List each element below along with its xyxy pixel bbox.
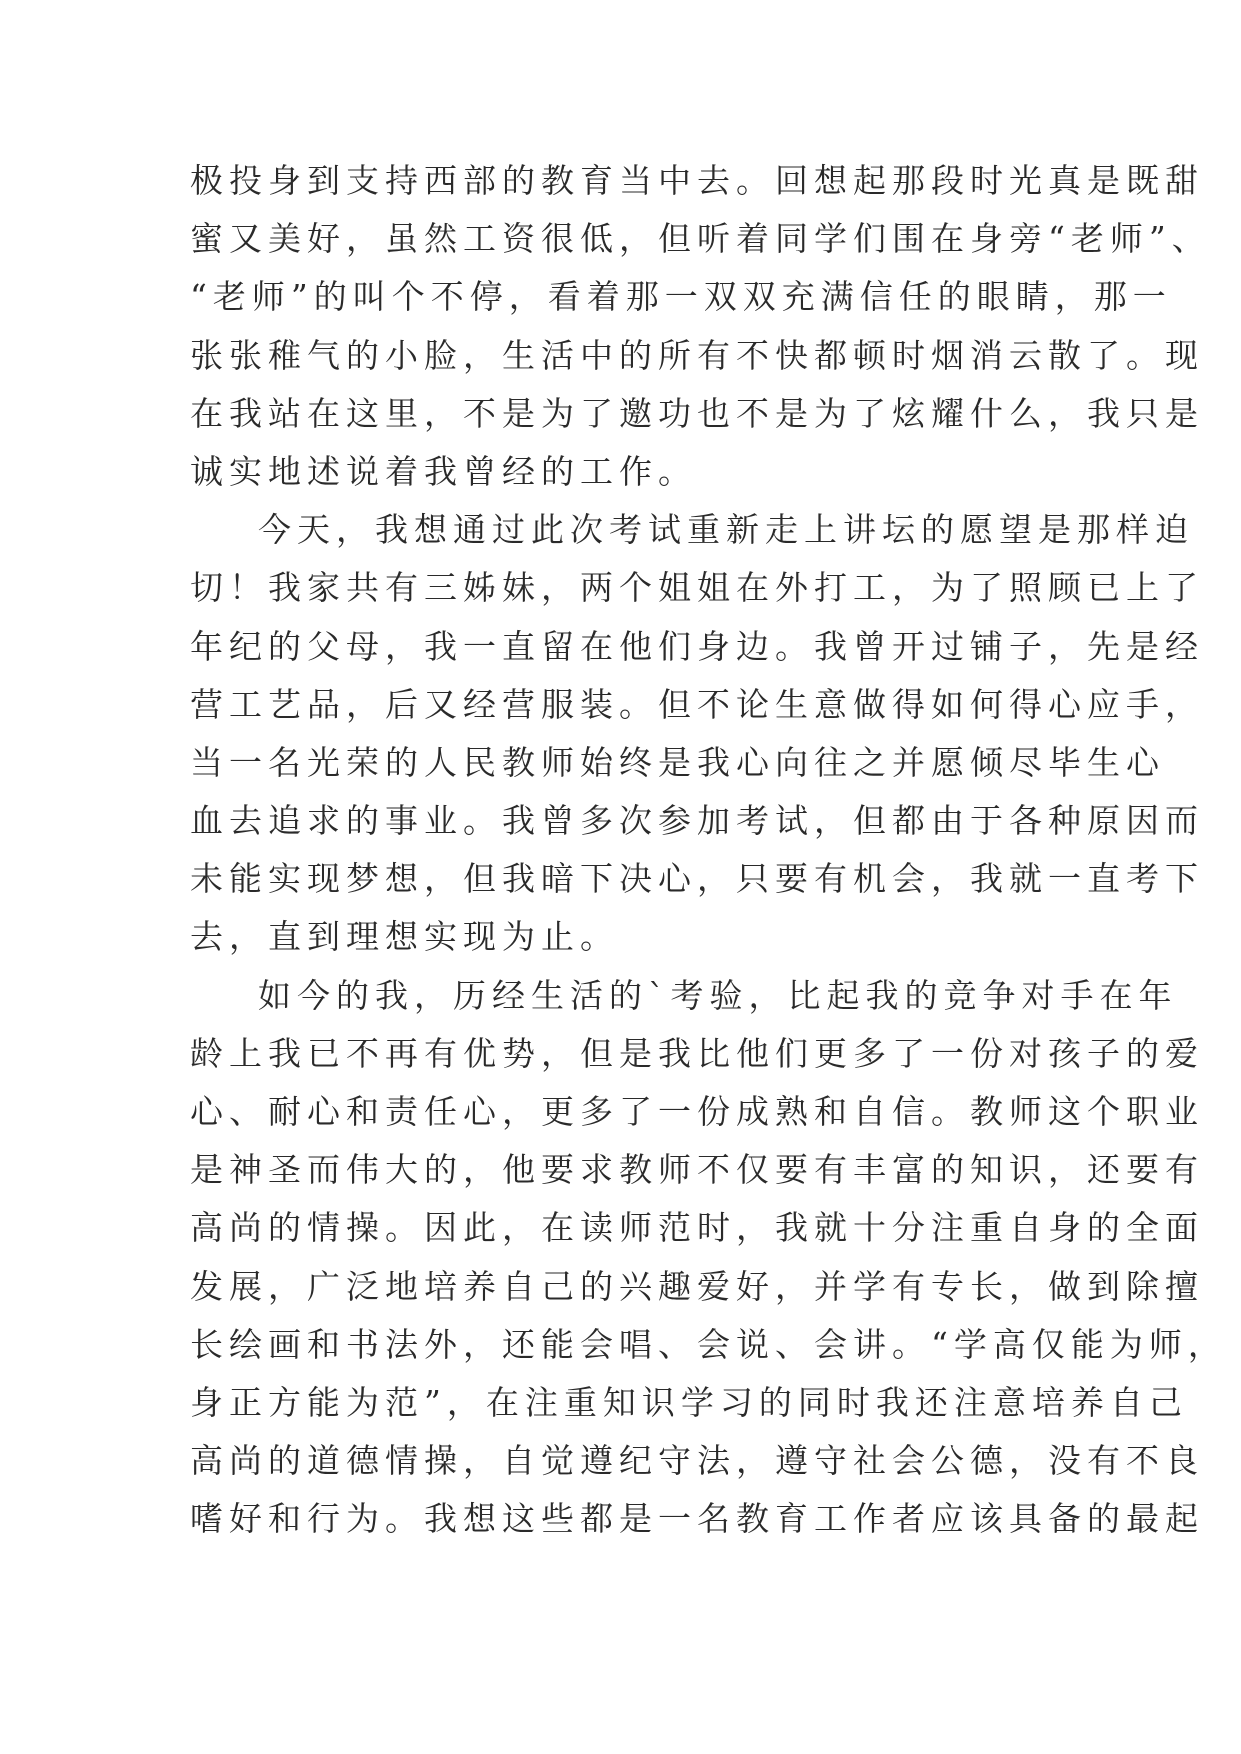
text-line: 血去追求的事业。我曾多次参加考试，但都由于各种原因而 [190, 801, 1204, 841]
paragraph-1 [190, 152, 1211, 501]
text-line: 诚实地述说着我曾经的工作。 [190, 451, 697, 491]
paragraph-2 [190, 501, 1204, 967]
text-line: 高尚的道德情操，自觉遵纪守法，遵守社会公德，没有不良 [190, 1441, 1204, 1481]
text-line: 切！我家共有三姊妹，两个姐姐在外打工，为了照顾已上了 [190, 568, 1204, 608]
paragraph-3 [190, 967, 1227, 1549]
text-line: 蜜又美好，虽然工资很低，但听着同学们围在身旁“老师”、 [190, 219, 1211, 259]
text-line: “老师”的叫个不停，看着那一双双充满信任的眼睛，那一 [190, 277, 1172, 317]
text-line: 营工艺品，后又经营服装。但不论生意做得如何得心应手， [190, 684, 1204, 724]
text-line: 高尚的情操。因此，在读师范时，我就十分注重自身的全面 [190, 1208, 1204, 1248]
text-line: 身正方能为范”，在注重知识学习的同时我还注意培养自己 [190, 1382, 1188, 1422]
text-line: 未能实现梦想，但我暗下决心，只要有机会，我就一直考下 [190, 859, 1204, 899]
text-line: 是神圣而伟大的，他要求教师不仅要有丰富的知识，还要有 [190, 1150, 1204, 1190]
text-line: 极投身到支持西部的教育当中去。回想起那段时光真是既甜 [190, 161, 1204, 200]
text-line: 如今的我，历经生活的`考验，比起我的竞争对手在年 [258, 975, 1178, 1015]
text-line: 长绘画和书法外，还能会唱、会说、会讲。“学高仅能为师， [190, 1324, 1227, 1364]
text-line: 嗜好和行为。我想这些都是一名教育工作者应该具备的最起 [190, 1499, 1204, 1539]
text-line: 张张稚气的小脸，生活中的所有不快都顿时烟消云散了。现 [190, 335, 1204, 375]
text-line: 心、耐心和责任心，更多了一份成熟和自信。教师这个职业 [190, 1092, 1204, 1131]
text-line: 今天，我想通过此次考试重新走上讲坛的愿望是那样迫 [258, 510, 1194, 550]
text-line: 龄上我已不再有优势，但是我比他们更多了一份对孩子的爱 [190, 1033, 1204, 1073]
document-body [190, 152, 1227, 1549]
text-line: 当一名光荣的人民教师始终是我心向往之并愿倾尽毕生心 [190, 742, 1165, 782]
text-line: 发展，广泛地培养自己的兴趣爱好，并学有专长，做到除擅 [190, 1266, 1204, 1306]
text-line: 年纪的父母，我一直留在他们身边。我曾开过铺子，先是经 [190, 626, 1204, 666]
text-line: 去，直到理想实现为止。 [190, 917, 619, 957]
text-line: 在我站在这里，不是为了邀功也不是为了炫耀什么，我只是 [190, 393, 1204, 433]
